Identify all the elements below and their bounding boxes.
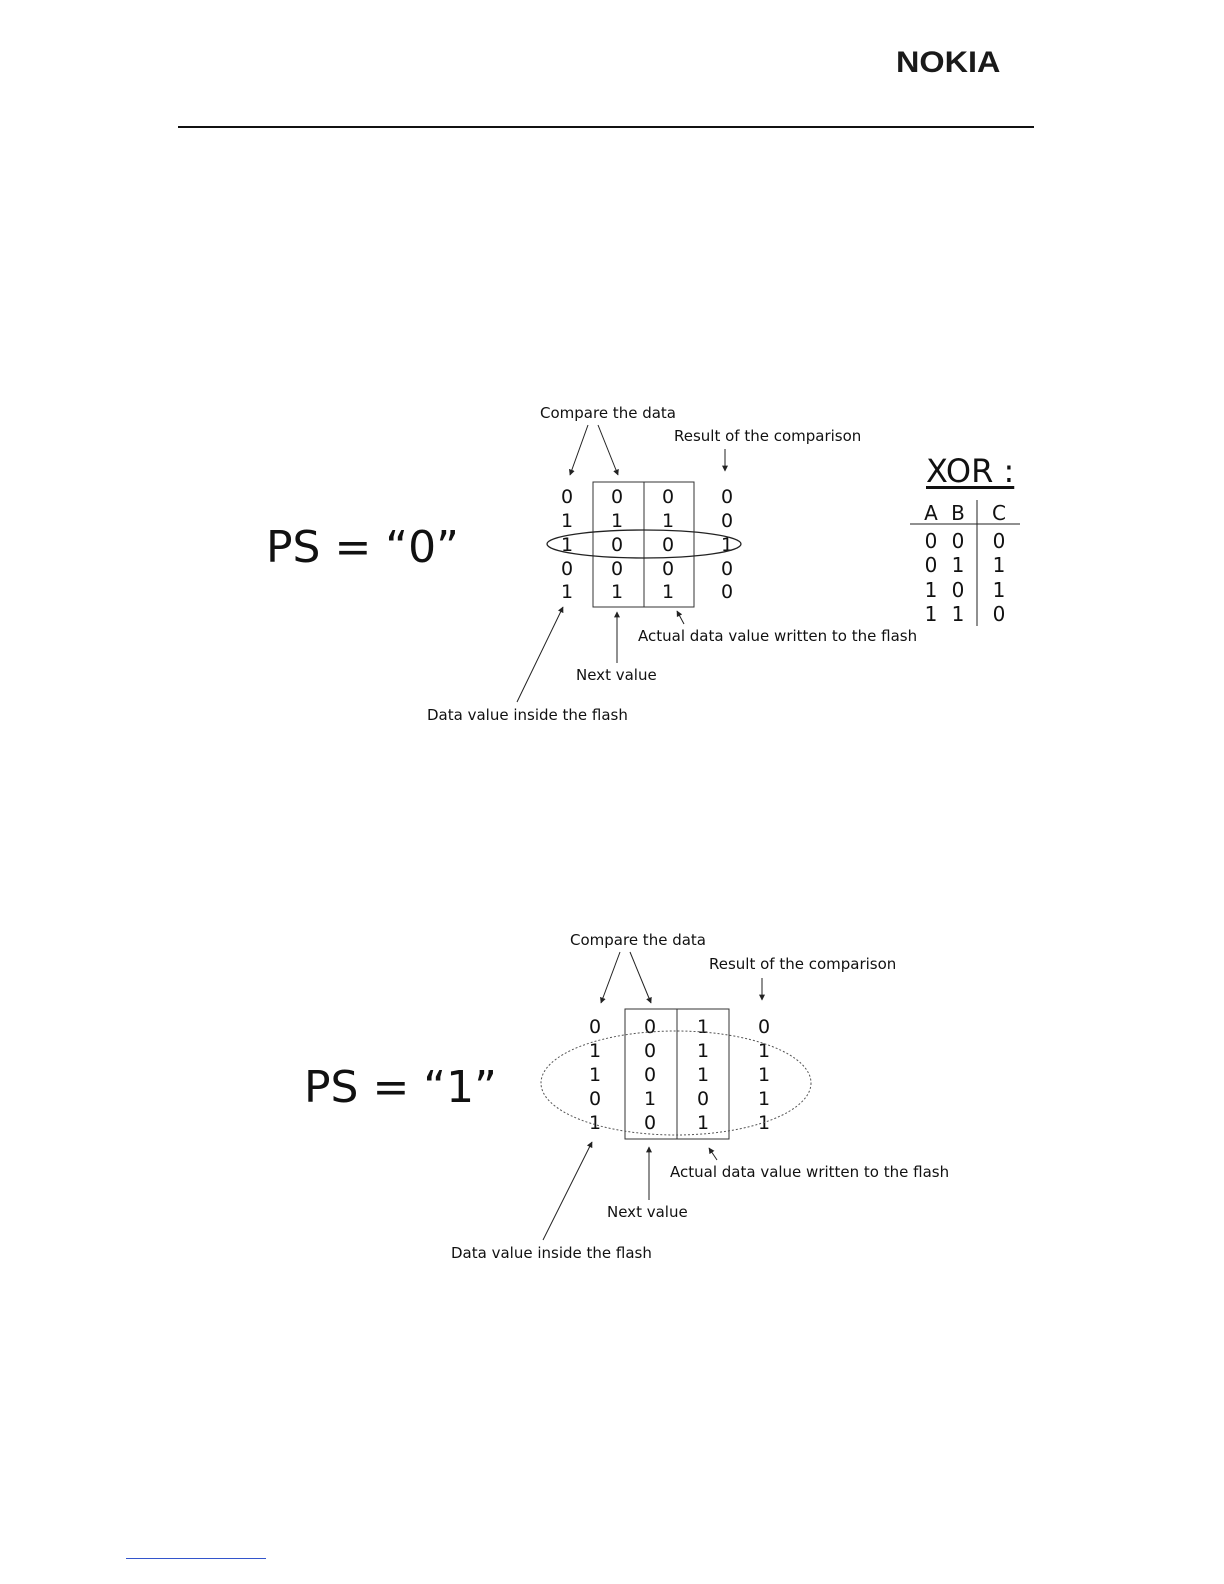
bit-next: 1 xyxy=(643,1088,657,1110)
bit-result: 1 xyxy=(757,1088,771,1110)
ps-label: PS = “1” xyxy=(304,1062,497,1113)
bit-result: 0 xyxy=(720,486,734,508)
compare-label: Compare the data xyxy=(570,931,706,949)
footer-link-rule xyxy=(126,1558,266,1559)
xor-cell: 0 xyxy=(951,578,965,602)
bit-next: 0 xyxy=(643,1112,657,1134)
xor-cell: 0 xyxy=(924,553,938,577)
bit-result: 0 xyxy=(757,1016,771,1038)
arrow-inside xyxy=(517,607,563,702)
bit-inside: 1 xyxy=(588,1040,602,1062)
bit-result: 1 xyxy=(720,534,734,556)
xor-cell: 1 xyxy=(951,602,965,626)
bit-actual: 0 xyxy=(661,486,675,508)
inside-flash-label: Data value inside the flash xyxy=(451,1244,652,1262)
bit-actual: 0 xyxy=(661,558,675,580)
bit-inside: 1 xyxy=(560,581,574,603)
bit-actual: 1 xyxy=(696,1016,710,1038)
xor-header-a: A xyxy=(924,501,938,525)
compare-label: Compare the data xyxy=(540,404,676,422)
actual-value-box xyxy=(677,1009,729,1139)
actual-label: Actual data value written to the flash xyxy=(638,627,918,645)
xor-title: XOR : xyxy=(926,452,1015,490)
arrow-inside xyxy=(543,1142,592,1240)
xor-cell: 0 xyxy=(924,529,938,553)
bit-actual: 1 xyxy=(696,1040,710,1062)
bit-next: 0 xyxy=(610,486,624,508)
bit-next: 1 xyxy=(610,581,624,603)
xor-cell: 1 xyxy=(924,578,938,602)
bit-actual: 1 xyxy=(696,1112,710,1134)
bit-inside: 1 xyxy=(588,1064,602,1086)
actual-label: Actual data value written to the flash xyxy=(670,1163,950,1181)
bit-next: 0 xyxy=(643,1040,657,1062)
bit-inside: 0 xyxy=(588,1088,602,1110)
bit-actual: 1 xyxy=(661,581,675,603)
rows-highlight-ellipse xyxy=(541,1031,811,1135)
next-value-box xyxy=(625,1009,677,1139)
arrow-compare-left xyxy=(601,952,620,1003)
actual-value-box xyxy=(644,482,694,607)
bit-inside: 0 xyxy=(588,1016,602,1038)
ps-label: PS = “0” xyxy=(266,522,459,573)
bit-next: 0 xyxy=(610,534,624,556)
bit-result: 1 xyxy=(757,1040,771,1062)
xor-cell: 1 xyxy=(924,602,938,626)
bit-next: 0 xyxy=(610,558,624,580)
bit-result: 1 xyxy=(757,1064,771,1086)
xor-header-c: C xyxy=(992,501,1006,525)
xor-cell: 1 xyxy=(992,578,1006,602)
next-value-label: Next value xyxy=(607,1203,688,1221)
bit-inside: 1 xyxy=(588,1112,602,1134)
xor-cell: 0 xyxy=(951,529,965,553)
nokia-logo: NOKIA xyxy=(896,46,1001,79)
next-value-box xyxy=(593,482,644,607)
arrow-compare-right xyxy=(598,425,618,475)
arrow-actual xyxy=(677,611,684,624)
xor-cell: 1 xyxy=(951,553,965,577)
bit-inside: 0 xyxy=(560,558,574,580)
bit-inside: 1 xyxy=(560,510,574,532)
arrow-compare-right xyxy=(630,952,651,1003)
next-value-label: Next value xyxy=(576,666,657,684)
bit-inside: 1 xyxy=(560,534,574,556)
result-label: Result of the comparison xyxy=(674,427,862,445)
arrow-actual xyxy=(709,1148,717,1160)
bit-next: 1 xyxy=(610,510,624,532)
xor-header-b: B xyxy=(951,501,965,525)
xor-cell: 0 xyxy=(992,529,1006,553)
bit-actual: 1 xyxy=(661,510,675,532)
bit-result: 0 xyxy=(720,581,734,603)
bit-actual: 1 xyxy=(696,1064,710,1086)
bit-result: 1 xyxy=(757,1112,771,1134)
bit-result: 0 xyxy=(720,558,734,580)
bit-actual: 0 xyxy=(661,534,675,556)
bit-result: 0 xyxy=(720,510,734,532)
bit-next: 0 xyxy=(643,1016,657,1038)
inside-flash-label: Data value inside the flash xyxy=(427,706,628,724)
xor-cell: 0 xyxy=(992,602,1006,626)
xor-cell: 1 xyxy=(992,553,1006,577)
bit-inside: 0 xyxy=(560,486,574,508)
bit-next: 0 xyxy=(643,1064,657,1086)
bit-actual: 0 xyxy=(696,1088,710,1110)
arrow-compare-left xyxy=(570,425,588,475)
result-label: Result of the comparison xyxy=(709,955,897,973)
